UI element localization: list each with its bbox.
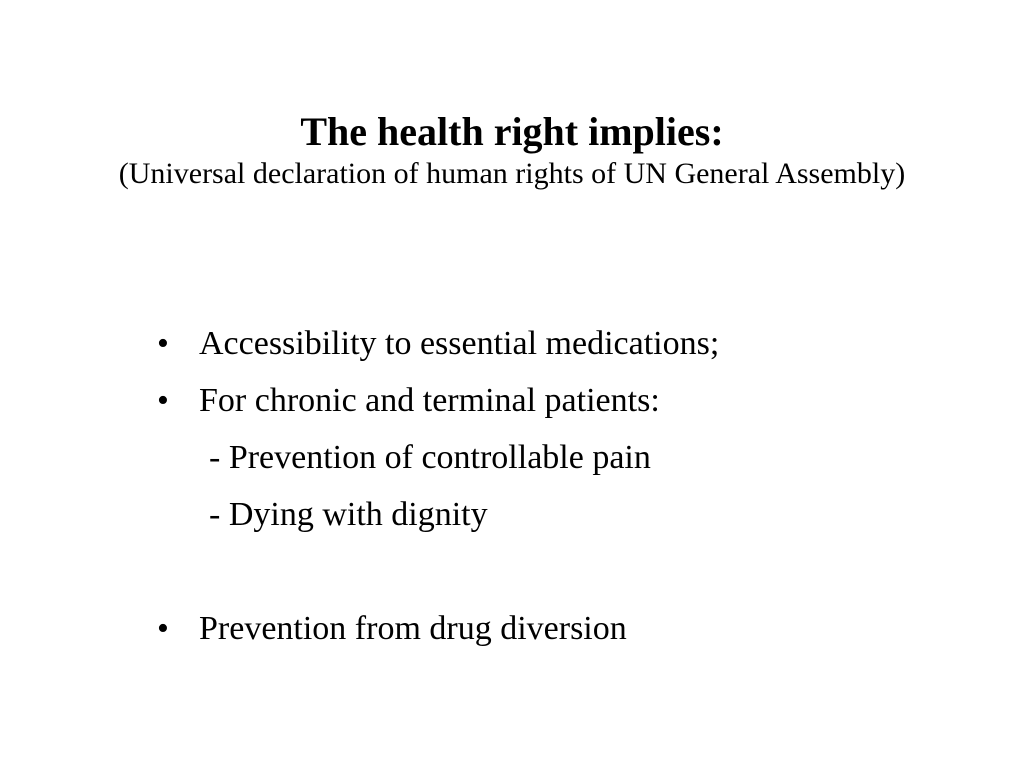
sub-item-text: - Dying with dignity	[209, 496, 488, 533]
bullet-text: For chronic and terminal patients:	[199, 382, 660, 419]
bullet-icon: •	[157, 382, 169, 419]
slide-subtitle: (Universal declaration of human rights of UN General Assembly)	[118, 157, 906, 190]
bullet-text: Prevention from drug diversion	[199, 610, 627, 647]
slide-title: The health right implies:	[300, 109, 724, 154]
sub-item-text: - Prevention of controllable pain	[209, 439, 651, 476]
title-block	[0, 108, 1024, 192]
bullet-text: Accessibility to essential medications;	[199, 325, 720, 362]
bullet-icon: •	[157, 610, 169, 647]
bullet-icon: •	[157, 325, 169, 362]
